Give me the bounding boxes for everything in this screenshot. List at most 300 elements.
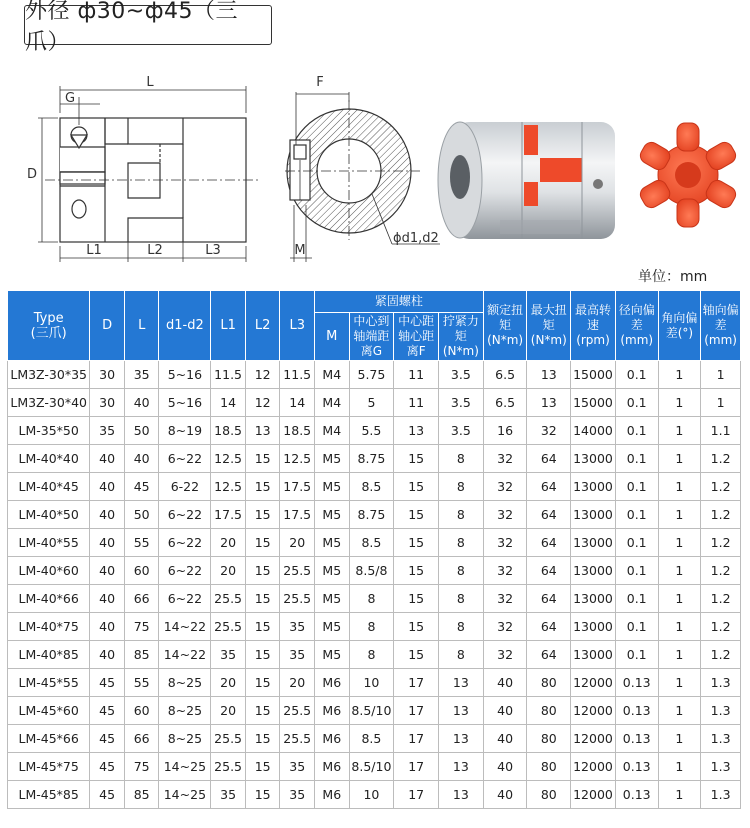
cell-type: LM-45*66 [8, 725, 90, 753]
cell-l2: 15 [245, 557, 280, 585]
cell-max-speed: 13000 [571, 641, 616, 669]
cell-g: 8.5/10 [349, 753, 394, 781]
cell-rated-torque: 40 [483, 669, 527, 697]
cell-axial: 1.2 [701, 613, 741, 641]
cell-axial: 1.3 [701, 725, 741, 753]
cell-l3: 35 [280, 641, 315, 669]
cell-angular: 1 [658, 641, 701, 669]
cell-max-speed: 13000 [571, 473, 616, 501]
cell-tighten-torque: 3.5 [439, 389, 484, 417]
cell-f: 17 [394, 725, 439, 753]
cell-g: 8.5 [349, 529, 394, 557]
cell-angular: 1 [658, 585, 701, 613]
cell-bore-range: 14~22 [159, 613, 211, 641]
cell-rated-torque: 32 [483, 557, 527, 585]
cell-screw-m: M6 [315, 669, 350, 697]
cell-g: 8.5/8 [349, 557, 394, 585]
cell-d-outer: 45 [90, 725, 125, 753]
cell-radial: 0.13 [615, 669, 658, 697]
cell-axial: 1.2 [701, 585, 741, 613]
cell-max-speed: 14000 [571, 417, 616, 445]
cell-max-torque: 64 [527, 445, 571, 473]
cell-l-length: 66 [124, 725, 159, 753]
cell-max-speed: 15000 [571, 389, 616, 417]
cell-angular: 1 [658, 753, 701, 781]
cell-max-speed: 13000 [571, 585, 616, 613]
cell-l1: 25.5 [211, 725, 246, 753]
cell-d-outer: 40 [90, 613, 125, 641]
table-row [8, 753, 741, 781]
cell-d-outer: 45 [90, 781, 125, 809]
cell-radial: 0.13 [615, 753, 658, 781]
cell-tighten-torque: 8 [439, 473, 484, 501]
cell-angular: 1 [658, 417, 701, 445]
cell-radial: 0.1 [615, 417, 658, 445]
cell-radial: 0.1 [615, 613, 658, 641]
cell-l-length: 85 [124, 781, 159, 809]
col-screw-group: 紧固螺柱 [315, 291, 484, 313]
cell-screw-m: M6 [315, 753, 350, 781]
cell-l-length: 50 [124, 501, 159, 529]
cell-l2: 15 [245, 529, 280, 557]
cell-l-length: 55 [124, 669, 159, 697]
cell-l1: 17.5 [211, 501, 246, 529]
cell-d-outer: 40 [90, 585, 125, 613]
cell-l2: 15 [245, 781, 280, 809]
cell-screw-m: M4 [315, 389, 350, 417]
cell-angular: 1 [658, 669, 701, 697]
cell-tighten-torque: 8 [439, 501, 484, 529]
cell-g: 8.5/10 [349, 697, 394, 725]
cell-type: LM-40*75 [8, 613, 90, 641]
col-angular: 角向偏差(°) [658, 291, 701, 361]
cell-l3: 12.5 [280, 445, 315, 473]
cell-d-outer: 30 [90, 389, 125, 417]
cell-f: 15 [394, 613, 439, 641]
table-row [8, 473, 741, 501]
cell-g: 8 [349, 613, 394, 641]
cell-axial: 1.2 [701, 445, 741, 473]
cell-screw-m: M5 [315, 445, 350, 473]
cell-l3: 17.5 [280, 473, 315, 501]
cell-g: 8.5 [349, 473, 394, 501]
cell-l3: 25.5 [280, 725, 315, 753]
spider-element [637, 123, 738, 227]
cell-d-outer: 45 [90, 753, 125, 781]
cell-max-torque: 64 [527, 501, 571, 529]
cell-tighten-torque: 13 [439, 781, 484, 809]
cell-l3: 20 [280, 669, 315, 697]
col-max-torque: 最大扭矩(N*m) [527, 291, 571, 361]
cell-l2: 15 [245, 753, 280, 781]
col-tighten-torque: 拧紧力矩(N*m) [439, 313, 484, 361]
cell-l2: 15 [245, 585, 280, 613]
cell-g: 5.75 [349, 361, 394, 389]
technical-drawing [0, 55, 750, 265]
side-view [38, 86, 260, 262]
cell-l-length: 45 [124, 473, 159, 501]
cell-d-outer: 40 [90, 445, 125, 473]
cell-l1: 20 [211, 669, 246, 697]
cell-f: 15 [394, 501, 439, 529]
cell-screw-m: M4 [315, 361, 350, 389]
cell-type: LM-45*85 [8, 781, 90, 809]
cell-l-length: 35 [124, 361, 159, 389]
dim-label-d: ϕd1,d2 [393, 231, 439, 246]
cell-max-speed: 12000 [571, 781, 616, 809]
table-row [8, 697, 741, 725]
cell-screw-m: M5 [315, 501, 350, 529]
spec-table [7, 290, 741, 809]
cell-max-torque: 32 [527, 417, 571, 445]
cell-max-torque: 80 [527, 669, 571, 697]
cell-radial: 0.1 [615, 557, 658, 585]
cell-max-torque: 13 [527, 361, 571, 389]
cell-axial: 1.2 [701, 557, 741, 585]
table-row [8, 445, 741, 473]
cell-l2: 15 [245, 725, 280, 753]
cell-max-speed: 13000 [571, 529, 616, 557]
cell-f: 17 [394, 697, 439, 725]
dim-label-G: G [64, 91, 76, 106]
cell-rated-torque: 32 [483, 501, 527, 529]
cell-d-outer: 30 [90, 361, 125, 389]
cell-axial: 1.2 [701, 529, 741, 557]
cell-f: 15 [394, 557, 439, 585]
cell-screw-m: M6 [315, 697, 350, 725]
cell-type: LM-45*75 [8, 753, 90, 781]
cell-rated-torque: 32 [483, 529, 527, 557]
page-title: 外径 ф30~ф45（三爪） [24, 5, 272, 45]
cell-f: 11 [394, 389, 439, 417]
cell-l3: 25.5 [280, 585, 315, 613]
col-F: 中心距轴心距离F [394, 313, 439, 361]
cell-f: 15 [394, 445, 439, 473]
table-row [8, 417, 741, 445]
cell-l-length: 75 [124, 613, 159, 641]
cell-screw-m: M6 [315, 725, 350, 753]
cell-angular: 1 [658, 473, 701, 501]
cell-l-length: 75 [124, 753, 159, 781]
cell-d-outer: 45 [90, 697, 125, 725]
cell-bore-range: 6~22 [159, 501, 211, 529]
cell-screw-m: M5 [315, 585, 350, 613]
cell-type: LM-45*55 [8, 669, 90, 697]
cell-f: 17 [394, 781, 439, 809]
cell-tighten-torque: 3.5 [439, 417, 484, 445]
col-rated-torque: 额定扭矩(N*m) [483, 291, 527, 361]
table-row [8, 669, 741, 697]
cell-max-torque: 64 [527, 557, 571, 585]
cell-l-length: 60 [124, 557, 159, 585]
cell-l-length: 50 [124, 417, 159, 445]
cell-angular: 1 [658, 445, 701, 473]
cell-l3: 35 [280, 753, 315, 781]
table-row [8, 529, 741, 557]
cell-radial: 0.1 [615, 501, 658, 529]
cell-max-torque: 80 [527, 753, 571, 781]
cell-l1: 35 [211, 781, 246, 809]
cell-l-length: 60 [124, 697, 159, 725]
cell-l2: 15 [245, 613, 280, 641]
cell-l1: 18.5 [211, 417, 246, 445]
cell-l-length: 85 [124, 641, 159, 669]
cell-angular: 1 [658, 697, 701, 725]
cell-tighten-torque: 8 [439, 529, 484, 557]
table-row [8, 585, 741, 613]
cell-rated-torque: 40 [483, 781, 527, 809]
cell-radial: 0.1 [615, 529, 658, 557]
cell-d-outer: 40 [90, 529, 125, 557]
cell-g: 8 [349, 641, 394, 669]
cell-l2: 15 [245, 501, 280, 529]
cell-l-length: 40 [124, 445, 159, 473]
cell-l-length: 40 [124, 389, 159, 417]
unit-label: 单位：mm [638, 269, 708, 285]
cell-rated-torque: 40 [483, 753, 527, 781]
cell-l3: 25.5 [280, 697, 315, 725]
cell-tighten-torque: 8 [439, 445, 484, 473]
cell-radial: 0.1 [615, 585, 658, 613]
cell-tighten-torque: 3.5 [439, 361, 484, 389]
cell-axial: 1.3 [701, 781, 741, 809]
cell-bore-range: 6~22 [159, 557, 211, 585]
cell-l2: 15 [245, 669, 280, 697]
cell-axial: 1.3 [701, 697, 741, 725]
cell-radial: 0.13 [615, 781, 658, 809]
dim-label-M: M [294, 243, 306, 258]
col-L1: L1 [211, 291, 246, 361]
cell-rated-torque: 40 [483, 697, 527, 725]
cell-axial: 1 [701, 389, 741, 417]
cell-l1: 12.5 [211, 473, 246, 501]
cell-max-torque: 80 [527, 781, 571, 809]
cell-bore-range: 6~22 [159, 445, 211, 473]
cell-tighten-torque: 8 [439, 641, 484, 669]
cell-max-torque: 64 [527, 473, 571, 501]
cell-type: LM3Z-30*40 [8, 389, 90, 417]
col-G: 中心到轴端距离G [349, 313, 394, 361]
dim-label-L2: L2 [147, 243, 163, 258]
cell-screw-m: M5 [315, 613, 350, 641]
cell-l3: 25.5 [280, 557, 315, 585]
cell-f: 15 [394, 585, 439, 613]
cell-radial: 0.1 [615, 641, 658, 669]
cell-angular: 1 [658, 501, 701, 529]
cell-type: LM-40*55 [8, 529, 90, 557]
cell-max-speed: 12000 [571, 669, 616, 697]
cell-f: 15 [394, 473, 439, 501]
cell-tighten-torque: 8 [439, 585, 484, 613]
cell-l1: 20 [211, 557, 246, 585]
cell-bore-range: 8~25 [159, 725, 211, 753]
cell-l1: 20 [211, 529, 246, 557]
cell-tighten-torque: 13 [439, 725, 484, 753]
dim-label-F: F [316, 75, 324, 90]
cell-max-speed: 15000 [571, 361, 616, 389]
cell-d-outer: 40 [90, 473, 125, 501]
cell-d-outer: 40 [90, 501, 125, 529]
cell-tighten-torque: 13 [439, 669, 484, 697]
cell-screw-m: M5 [315, 529, 350, 557]
cell-tighten-torque: 13 [439, 697, 484, 725]
cell-l1: 20 [211, 697, 246, 725]
cell-radial: 0.1 [615, 473, 658, 501]
cell-l1: 25.5 [211, 613, 246, 641]
cell-l1: 12.5 [211, 445, 246, 473]
cell-l2: 15 [245, 697, 280, 725]
cell-d-outer: 40 [90, 557, 125, 585]
cell-d-outer: 35 [90, 417, 125, 445]
cell-l1: 14 [211, 389, 246, 417]
cell-max-speed: 13000 [571, 445, 616, 473]
cell-bore-range: 8~19 [159, 417, 211, 445]
cell-g: 8 [349, 585, 394, 613]
cell-bore-range: 5~16 [159, 389, 211, 417]
cell-radial: 0.1 [615, 361, 658, 389]
cell-f: 17 [394, 669, 439, 697]
col-axial: 轴向偏差(mm) [701, 291, 741, 361]
dim-label-D: D [26, 167, 38, 182]
cell-rated-torque: 32 [483, 473, 527, 501]
cell-rated-torque: 16 [483, 417, 527, 445]
spec-table-body [8, 361, 741, 809]
cell-l1: 35 [211, 641, 246, 669]
cell-f: 13 [394, 417, 439, 445]
cell-axial: 1.3 [701, 669, 741, 697]
dim-label-L3: L3 [205, 243, 221, 258]
cell-max-torque: 13 [527, 389, 571, 417]
cell-max-speed: 13000 [571, 613, 616, 641]
cell-f: 11 [394, 361, 439, 389]
cell-l3: 35 [280, 781, 315, 809]
cell-axial: 1.1 [701, 417, 741, 445]
cell-max-torque: 64 [527, 585, 571, 613]
cell-l-length: 66 [124, 585, 159, 613]
cell-max-torque: 64 [527, 529, 571, 557]
dim-label-L: L [146, 75, 154, 90]
col-M: M [315, 313, 350, 361]
cell-axial: 1.3 [701, 753, 741, 781]
cell-tighten-torque: 8 [439, 613, 484, 641]
cell-g: 5 [349, 389, 394, 417]
cell-l3: 35 [280, 613, 315, 641]
table-row [8, 781, 741, 809]
cell-max-speed: 12000 [571, 753, 616, 781]
cell-rated-torque: 6.5 [483, 389, 527, 417]
cell-screw-m: M5 [315, 557, 350, 585]
col-type: Type (三爪) [8, 291, 90, 361]
cell-max-torque: 64 [527, 613, 571, 641]
col-L2: L2 [245, 291, 280, 361]
table-row [8, 641, 741, 669]
cell-l2: 12 [245, 389, 280, 417]
table-row [8, 501, 741, 529]
cell-bore-range: 6~22 [159, 529, 211, 557]
cell-d-outer: 40 [90, 641, 125, 669]
cell-tighten-torque: 13 [439, 753, 484, 781]
cell-axial: 1.2 [701, 501, 741, 529]
table-row [8, 557, 741, 585]
cell-max-torque: 64 [527, 641, 571, 669]
cell-l1: 11.5 [211, 361, 246, 389]
cell-axial: 1.2 [701, 641, 741, 669]
cell-l2: 15 [245, 473, 280, 501]
cell-screw-m: M4 [315, 417, 350, 445]
cell-bore-range: 14~22 [159, 641, 211, 669]
cell-max-speed: 12000 [571, 725, 616, 753]
cell-axial: 1 [701, 361, 741, 389]
cell-l-length: 55 [124, 529, 159, 557]
cell-rated-torque: 32 [483, 641, 527, 669]
cell-l2: 12 [245, 361, 280, 389]
cell-bore-range: 5~16 [159, 361, 211, 389]
cell-l3: 20 [280, 529, 315, 557]
cell-screw-m: M5 [315, 473, 350, 501]
cell-g: 10 [349, 781, 394, 809]
cell-angular: 1 [658, 613, 701, 641]
cell-tighten-torque: 8 [439, 557, 484, 585]
dim-label-L1: L1 [86, 243, 102, 258]
coupling-photo [438, 122, 615, 239]
cell-bore-range: 8~25 [159, 669, 211, 697]
cell-radial: 0.13 [615, 725, 658, 753]
cell-g: 10 [349, 669, 394, 697]
cell-angular: 1 [658, 725, 701, 753]
cell-rated-torque: 32 [483, 445, 527, 473]
cell-radial: 0.1 [615, 445, 658, 473]
cell-l3: 17.5 [280, 501, 315, 529]
cell-l2: 15 [245, 445, 280, 473]
cell-l3: 14 [280, 389, 315, 417]
col-D: D [90, 291, 125, 361]
cell-l3: 18.5 [280, 417, 315, 445]
cell-g: 5.5 [349, 417, 394, 445]
cell-angular: 1 [658, 361, 701, 389]
cell-radial: 0.13 [615, 697, 658, 725]
col-max-speed: 最高转速(rpm) [571, 291, 616, 361]
cell-max-speed: 12000 [571, 697, 616, 725]
cell-type: LM3Z-30*35 [8, 361, 90, 389]
cell-screw-m: M6 [315, 781, 350, 809]
table-row [8, 725, 741, 753]
cell-angular: 1 [658, 557, 701, 585]
table-row [8, 389, 741, 417]
cell-bore-range: 14~25 [159, 781, 211, 809]
cell-g: 8.75 [349, 501, 394, 529]
cell-rated-torque: 32 [483, 613, 527, 641]
cell-l2: 15 [245, 641, 280, 669]
cell-max-speed: 13000 [571, 557, 616, 585]
cell-max-torque: 80 [527, 725, 571, 753]
cell-type: LM-35*50 [8, 417, 90, 445]
cell-type: LM-40*66 [8, 585, 90, 613]
col-d: d1-d2 [159, 291, 211, 361]
cell-type: LM-40*45 [8, 473, 90, 501]
cell-angular: 1 [658, 389, 701, 417]
cell-angular: 1 [658, 781, 701, 809]
cell-bore-range: 6~22 [159, 585, 211, 613]
cell-axial: 1.2 [701, 473, 741, 501]
cell-rated-torque: 6.5 [483, 361, 527, 389]
cell-type: LM-40*60 [8, 557, 90, 585]
table-row [8, 613, 741, 641]
cell-type: LM-45*60 [8, 697, 90, 725]
cell-bore-range: 14~25 [159, 753, 211, 781]
cell-l1: 25.5 [211, 585, 246, 613]
col-radial: 径向偏差(mm) [615, 291, 658, 361]
cell-g: 8.5 [349, 725, 394, 753]
